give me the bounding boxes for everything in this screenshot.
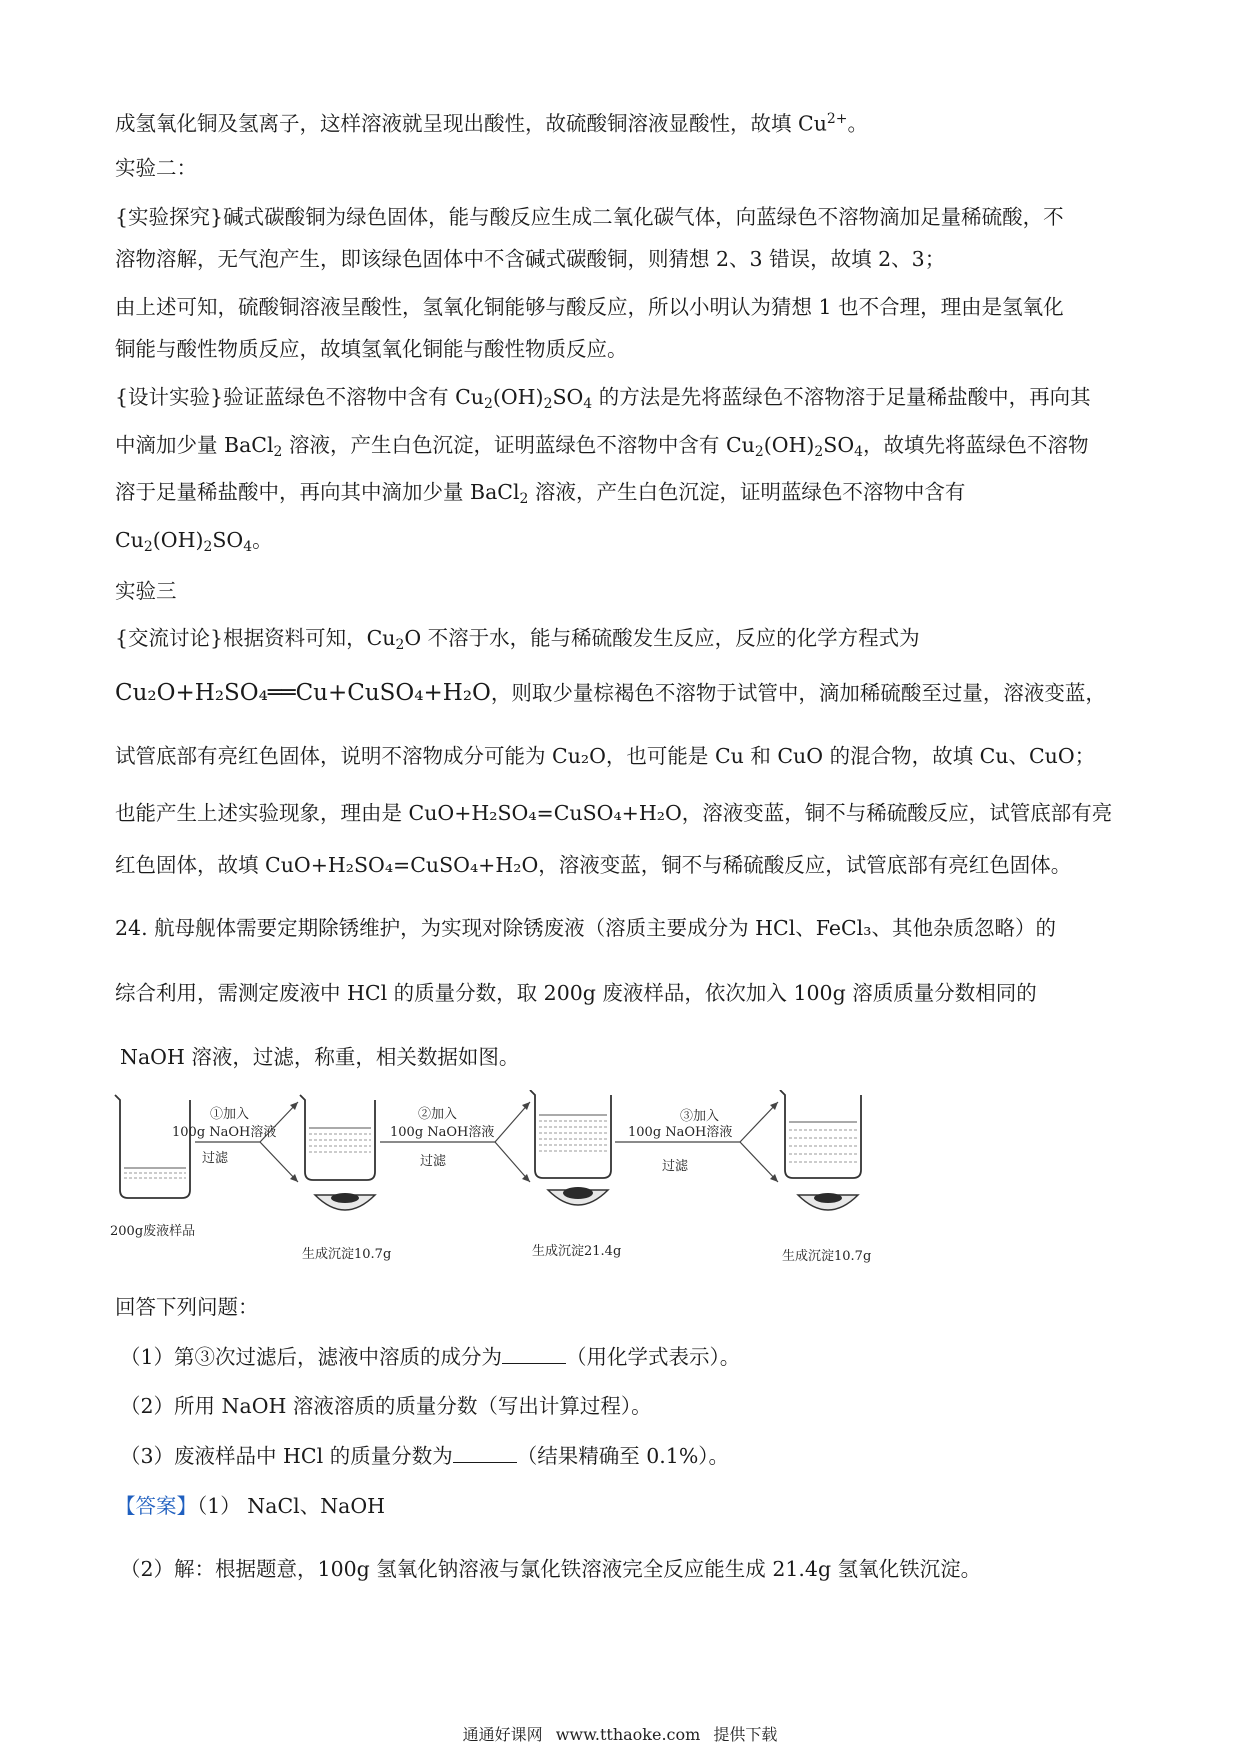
question-24-line: 24. 航母舰体需要定期除锈维护，为实现对除锈废液（溶质主要成分为 HCl、FeCl₃、其他杂质忽略）的: [115, 916, 1056, 940]
sub-question-2: （2）所用 NaOH 溶液溶质的质量分数（写出计算过程）。: [120, 1394, 652, 1418]
footer-site-name: 通通好课网: [462, 1725, 543, 1744]
paragraph-line: {实验探究}碱式碳酸铜为绿色固体，能与酸反应生成二氧化碳气体，向蓝绿色不溶物滴加足量稀硫酸，不: [115, 205, 1064, 229]
paragraph-line: {交流讨论}根据资料可知，$Cu_2O$ 不溶于水，能与稀硫酸发生反应，反应的化学方程式为: [115, 626, 920, 653]
experiment-diagram: [110, 1090, 990, 1280]
footer-url[interactable]: www.tthaoke.com: [555, 1725, 701, 1744]
paragraph-line: 试管底部有亮红色固体，说明不溶物成分可能为 Cu₂O，也可能是 Cu 和 CuO 的混合物，故填 Cu、CuO；: [115, 744, 1096, 768]
beaker-icon: [530, 1090, 611, 1178]
paragraph-line: {设计实验}验证蓝绿色不溶物中含有 $Cu_2(OH)_2SO_4$ 的方法是先将蓝绿色不溶物溶于足量稀盐酸中，再向其: [115, 385, 1091, 412]
sub-question-3: （3）废液样品中 HCl 的质量分数为 （结果精确至 0.1%）。: [120, 1444, 730, 1468]
step-1-filter: 过滤: [202, 1151, 229, 1166]
question-24-line: NaOH 溶液，过滤，称重，相关数据如图。: [120, 1045, 520, 1069]
paragraph-line: 成氢氧化铜及氢离子，这样溶液就呈现出酸性，故硫酸铜溶液显酸性，故填 $Cu^{2+}$。: [115, 111, 868, 136]
step-3-reagent: 100g NaOH溶液: [628, 1125, 733, 1140]
section-heading-experiment-3: 实验三: [115, 579, 177, 603]
step-1-reagent: 100g NaOH溶液: [172, 1125, 277, 1140]
answer-blank: [453, 1444, 517, 1463]
evaporating-dish-icon: [548, 1187, 608, 1205]
precipitate-1-label: 生成沉淀10.7g: [302, 1247, 392, 1262]
precipitate-3-label: 生成沉淀10.7g: [782, 1249, 872, 1264]
answer-line-2: （2）解：根据题意，100g 氢氧化钠溶液与氯化铁溶液完全反应能生成 21.4g 氢氧化铁沉淀。: [120, 1557, 982, 1581]
evaporating-dish-icon: [798, 1193, 858, 1210]
step-1-label: ①加入: [210, 1107, 250, 1122]
paragraph-line: 铜能与酸性物质反应，故填氢氧化铜能与酸性物质反应。: [115, 337, 628, 361]
step-3-label: ③加入: [680, 1109, 720, 1124]
paragraph-line: 红色固体，故填 CuO+H₂SO₄=CuSO₄+H₂O，溶液变蓝，铜不与稀硫酸反应，试管底部有亮红色固体。: [115, 853, 1072, 877]
question-24-line: 综合利用，需测定废液中 HCl 的质量分数，取 200g 废液样品，依次加入 100g 溶质质量分数相同的: [115, 981, 1037, 1005]
paragraph-line: 溶物溶解，无气泡产生，即该绿色固体中不含碱式碳酸铜，则猜想 2、3 错误，故填 2、3；: [115, 247, 946, 271]
answer-intro: 回答下列问题：: [115, 1295, 259, 1319]
step-2-label: ②加入: [418, 1107, 458, 1122]
step-3-filter: 过滤: [662, 1159, 689, 1174]
beaker-icon: [300, 1095, 375, 1180]
chemical-equation: Cu₂O+H₂SO₄══Cu+CuSO₄+H₂O: [115, 680, 491, 706]
paragraph-line: 溶于足量稀盐酸中，再向其中滴加少量 BaCl$_2$ 溶液，产生白色沉淀，证明蓝绿色不溶物中含有: [115, 480, 966, 507]
paragraph-line: 中滴加少量 BaCl$_2$ 溶液，产生白色沉淀，证明蓝绿色不溶物中含有 $Cu_2(OH)_2SO_4$，故填先将蓝绿色不溶物: [115, 433, 1089, 460]
precipitate-2-label: 生成沉淀21.4g: [532, 1244, 622, 1259]
beaker-icon: [115, 1095, 190, 1198]
page-footer: [0, 1722, 1240, 1745]
paragraph-line: 也能产生上述实验现象，理由是 CuO+H₂SO₄=CuSO₄+H₂O，溶液变蓝，铜不与稀硫酸反应，试管底部有亮: [115, 801, 1113, 825]
step-2-filter: 过滤: [420, 1154, 447, 1169]
beaker-icon: [780, 1090, 861, 1178]
paragraph-line: Cu₂O+H₂SO₄══Cu+CuSO₄+H₂O，则取少量棕褐色不溶物于试管中，滴加稀硫酸至过量，溶液变蓝，: [115, 680, 1106, 706]
step-2-reagent: 100g NaOH溶液: [390, 1125, 495, 1140]
sub-question-1: （1）第③次过滤后，滤液中溶质的成分为 （用化学式表示）。: [120, 1345, 741, 1369]
answer-tag: 【答案】: [115, 1494, 197, 1518]
footer-suffix: 提供下载: [713, 1725, 778, 1744]
evaporating-dish-icon: [315, 1193, 375, 1210]
sample-label: 200g废液样品: [110, 1224, 196, 1239]
answer-line-1: 【答案】（1） NaCl、NaOH: [115, 1494, 386, 1518]
answer-blank: [502, 1345, 566, 1364]
section-heading-experiment-2: 实验二：: [115, 156, 197, 180]
paragraph-line: $Cu_2(OH)_2SO_4$。: [115, 528, 273, 555]
paragraph-line: 由上述可知，硫酸铜溶液呈酸性，氢氧化铜能够与酸反应，所以小明认为猜想 1 也不合理，理由是氢氧化: [115, 295, 1064, 319]
